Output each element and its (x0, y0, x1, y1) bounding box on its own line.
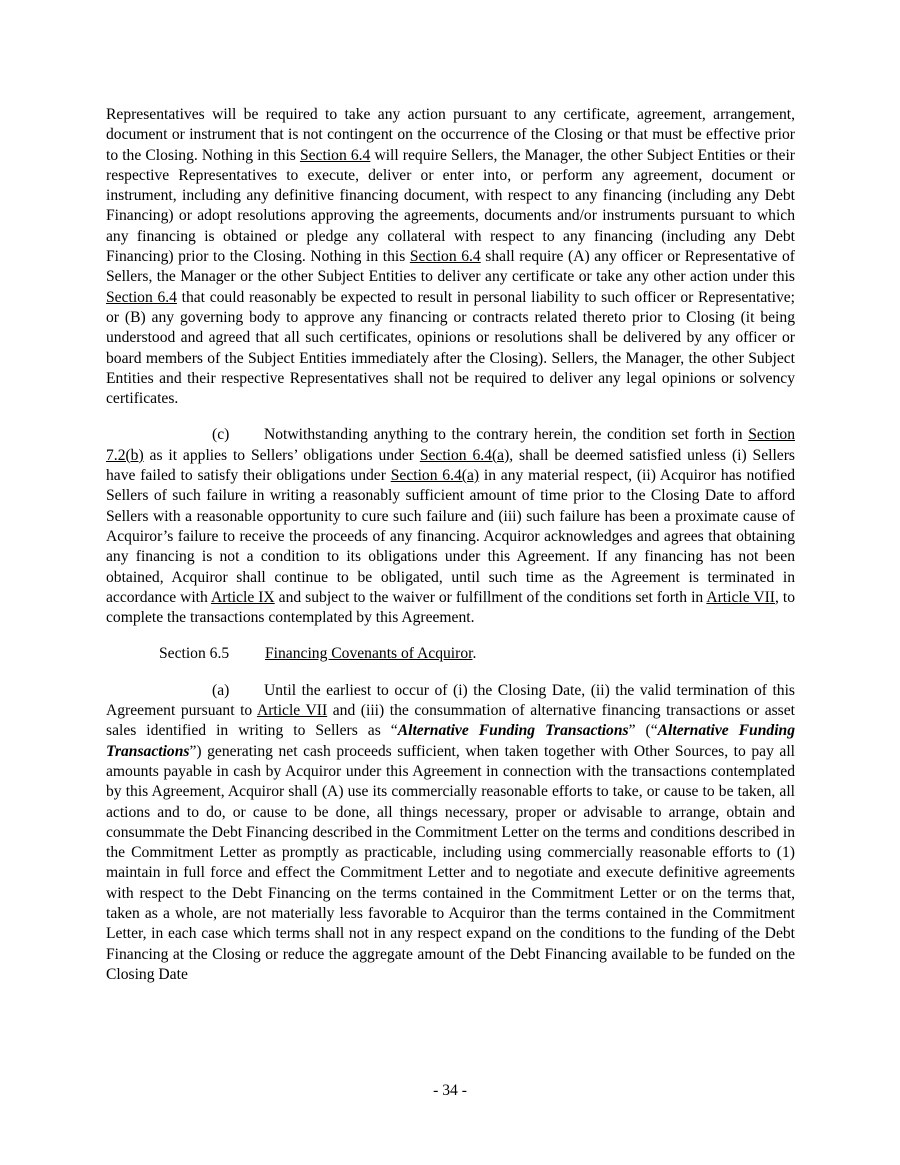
paragraph-c (106, 425, 795, 628)
section-title: Financing Covenants of Acquiror (265, 645, 473, 663)
document-page (106, 105, 795, 1001)
article-reference: Article IX (210, 588, 275, 606)
text: and (iii) the consummation of alternative financing transactions or asset sales identified in writing to Sellers as “ (106, 702, 796, 740)
article-reference: Article VII (706, 588, 775, 606)
paragraph-a (106, 681, 795, 985)
text: will require Sellers, the Manager, the other Subject Entities or their respective Representatives to execute, deliver or enter into, or perform any agreement, document or instrument, including any definitive financing document, with respect to any financing (including any Debt Financing) or adopt resolutions approving the agreements, documents and/or instruments pursuant to which any financing is obtained or pledge any collateral with respect to any financing (including any Debt Financing) prior to the Closing. Nothing in this (106, 146, 795, 266)
text: that could reasonably be expected to result in personal liability to such officer or Representative; or (B) any governing body to approve any financing or contracts related thereto prior to Closing (it being understood and agreed that all such certificates, opinions or resolutions shall be delivered by any officer or board members of the Subject Entities immediately after the Closing). Sellers, the Manager, the other Subject Entities and their respective Representatives shall not be required to deliver any legal opinions or solvency certificates. (106, 288, 796, 408)
article-reference: Article VII (256, 702, 328, 720)
section-reference: Section 6.4(a) (419, 446, 510, 464)
text: Until the earliest to occur of (i) the Closing Date, (ii) the valid termination of this Agreement pursuant to (106, 681, 795, 720)
section-heading (106, 644, 795, 664)
page-number: - 34 - (433, 1082, 467, 1099)
text: , to complete the transactions contemplated by this Agreement. (106, 588, 795, 627)
text: shall require (A) any officer or Representative of Sellers, the Manager or the other Subject Entities to deliver any certificate or take any other action under this (106, 248, 795, 286)
section-number: Section 6.5 (159, 645, 230, 663)
text: as it applies to Sellers’ obligations under (143, 446, 420, 464)
section-title-period: . (472, 645, 477, 663)
paragraph-continuation (106, 105, 795, 409)
text: and subject to the waiver or fulfillment of the conditions set forth in (274, 588, 707, 606)
text: ”) generating net cash proceeds sufficient, when taken together with Other Sources, to pay all amounts payable in cash by Acquiror under this Agreement in connection with the transactions contemplated by this Agreement, Acquiror shall (A) use its commercially reasonable efforts to take, or cause to be taken, all actions and to do, or cause to be done, all things necessary, proper or advisable to arrange, obtain and consummate the Debt Financing described in the Commitment Letter on the terms and conditions described in the Commitment Letter as promptly as practicable, including using commercially reasonable efforts to (1) maintain in full force and effect the Commitment Letter and to negotiate and execute definitive agreements with respect to the Debt Financing on the terms contained in the Commitment Letter or on the terms that, taken as a whole, are not materially less favorable to Acquiror than the terms contained in the Commitment Letter, in each case which terms shall not in any respect expand on the conditions to the funding of the Debt Financing at the Closing or reduce the aggregate amount of the Debt Financing available to be funded on the Closing Date (106, 742, 795, 983)
defined-term: Alternative Funding Transactions (106, 722, 796, 760)
text: , shall be deemed satisfied unless (i) Sellers have failed to satisfy their obligations under (106, 446, 795, 485)
section-reference: Section 6.4 (106, 288, 177, 306)
text: ” (“ (628, 722, 658, 740)
section-reference: Section 6.4(a) (390, 467, 480, 485)
text: in any material respect, (ii) Acquiror has notified Sellers of such failure in writing a reasonably sufficient amount of time prior to the Closing Date to afford Sellers with a reasonable opportunity to cure such failure and (iii) such failure has been a proximate cause of Acquiror’s failure to receive the proceeds of any financing. Acquiror acknowledges and agrees that obtaining any financing is not a condition to its obligations under this Agreement. If any financing has not been obtained, Acquiror shall continue to be obligated, until such time as the Agreement is terminated in accordance with (106, 467, 795, 606)
defined-term: Alternative Funding Transactions (397, 722, 629, 740)
text: Notwithstanding anything to the contrary herein, the condition set forth in (264, 426, 749, 444)
section-reference: Section 6.4 (409, 248, 481, 266)
text: Representatives will be required to take any action pursuant to any certificate, agreement, arrangement, document or instrument that is not contingent on the occurrence of the Closing or that must be effective prior to the Closing. Nothing in this (106, 106, 795, 164)
clause-label: (a) (212, 681, 230, 699)
section-reference: Section 6.4 (299, 146, 371, 164)
section-reference: Section 7.2(b) (106, 426, 795, 464)
clause-label: (c) (212, 426, 230, 444)
